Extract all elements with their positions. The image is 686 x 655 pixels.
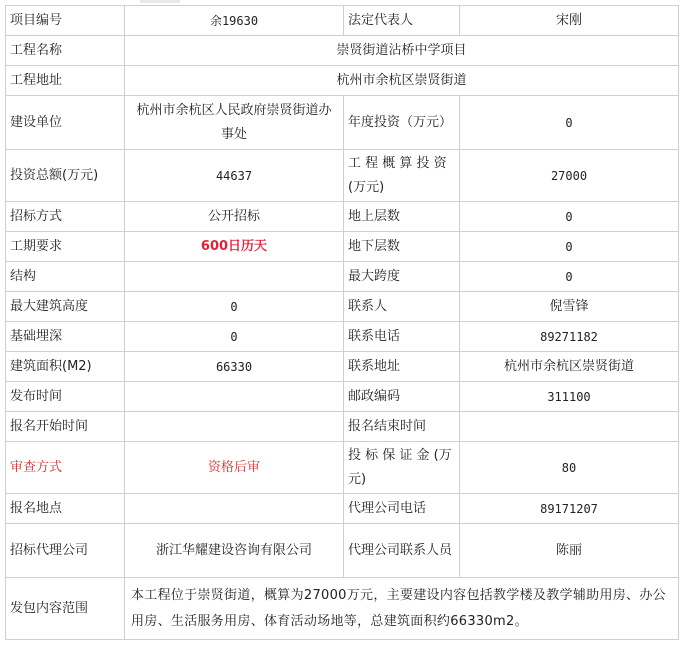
total-investment-label: 投资总额(万元) [6, 150, 125, 202]
table-row [6, 150, 679, 202]
construction-unit-value: 杭州市余杭区人民政府崇贤街道办事处 [125, 96, 344, 150]
estimated-investment-value: 27000 [460, 150, 679, 202]
registration-start-value [125, 412, 344, 442]
annual-investment-label: 年度投资（万元） [344, 96, 460, 150]
floors-below-ground-value: 0 [460, 232, 679, 262]
project-number-value: 余19630 [125, 6, 344, 36]
floors-above-ground-value: 0 [460, 202, 679, 232]
project-address-label: 工程地址 [6, 66, 125, 96]
table-row [6, 322, 679, 352]
agency-company-label: 招标代理公司 [6, 524, 125, 578]
contact-address-label: 联系地址 [344, 352, 460, 382]
floor-area-value: 66330 [125, 352, 344, 382]
project-name-value: 崇贤街道沾桥中学项目 [125, 36, 679, 66]
review-method-label: 审查方式 [6, 442, 125, 494]
postal-code-label: 邮政编码 [344, 382, 460, 412]
registration-place-value [125, 494, 344, 524]
registration-end-value [460, 412, 679, 442]
agency-phone-value: 89171207 [460, 494, 679, 524]
registration-place-label: 报名地点 [6, 494, 125, 524]
table-row [6, 352, 679, 382]
bid-bond-label: 投 标 保 证 金 (万 元) [344, 442, 460, 494]
bidding-method-label: 招标方式 [6, 202, 125, 232]
bid-bond-value: 80 [460, 442, 679, 494]
agency-contact-value: 陈丽 [460, 524, 679, 578]
publish-time-value [125, 382, 344, 412]
postal-code-value: 311100 [460, 382, 679, 412]
review-method-value: 资格后审 [125, 442, 344, 494]
table-row [6, 578, 679, 640]
foundation-depth-label: 基础埋深 [6, 322, 125, 352]
project-name-label: 工程名称 [6, 36, 125, 66]
table-row [6, 262, 679, 292]
project-address-value: 杭州市余杭区崇贤街道 [125, 66, 679, 96]
agency-company-value: 浙江华耀建设咨询有限公司 [125, 524, 344, 578]
floor-area-label: 建筑面积(M2) [6, 352, 125, 382]
table-row [6, 202, 679, 232]
estimated-investment-label: 工 程 概 算 投 资 (万元) [344, 150, 460, 202]
total-investment-value: 44637 [125, 150, 344, 202]
table-row [6, 494, 679, 524]
floors-above-ground-label: 地上层数 [344, 202, 460, 232]
contact-address-value: 杭州市余杭区崇贤街道 [460, 352, 679, 382]
floors-below-ground-label: 地下层数 [344, 232, 460, 262]
contact-person-label: 联系人 [344, 292, 460, 322]
top-edge-mark [140, 0, 180, 3]
table-row [6, 66, 679, 96]
project-info-sheet [5, 5, 678, 655]
table-row [6, 96, 679, 150]
table-row [6, 412, 679, 442]
project-info-table [5, 5, 679, 640]
max-span-value: 0 [460, 262, 679, 292]
table-row [6, 36, 679, 66]
foundation-depth-value: 0 [125, 322, 344, 352]
publish-time-label: 发布时间 [6, 382, 125, 412]
table-row [6, 524, 679, 578]
project-number-label: 项目编号 [6, 6, 125, 36]
bidding-method-value: 公开招标 [125, 202, 344, 232]
construction-unit-label: 建设单位 [6, 96, 125, 150]
table-row [6, 442, 679, 494]
table-row [6, 382, 679, 412]
max-height-label: 最大建筑高度 [6, 292, 125, 322]
table-row [6, 292, 679, 322]
agency-phone-label: 代理公司电话 [344, 494, 460, 524]
scope-value: 本工程位于崇贤街道，概算为27000万元，主要建设内容包括教学楼及教学辅助用房、办公用房、生活服务用房、体育活动场地等，总建筑面积约66330m2。 [125, 578, 679, 640]
table-row [6, 6, 679, 36]
legal-representative-label: 法定代表人 [344, 6, 460, 36]
contact-phone-value: 89271182 [460, 322, 679, 352]
legal-representative-value: 宋刚 [460, 6, 679, 36]
max-height-value: 0 [125, 292, 344, 322]
registration-start-label: 报名开始时间 [6, 412, 125, 442]
scope-label: 发包内容范围 [6, 578, 125, 640]
max-span-label: 最大跨度 [344, 262, 460, 292]
duration-value: 600日历天 [125, 232, 344, 262]
registration-end-label: 报名结束时间 [344, 412, 460, 442]
structure-label: 结构 [6, 262, 125, 292]
duration-label: 工期要求 [6, 232, 125, 262]
annual-investment-value: 0 [460, 96, 679, 150]
contact-person-value: 倪雪锋 [460, 292, 679, 322]
agency-contact-label: 代理公司联系人员 [344, 524, 460, 578]
table-row [6, 232, 679, 262]
structure-value [125, 262, 344, 292]
contact-phone-label: 联系电话 [344, 322, 460, 352]
